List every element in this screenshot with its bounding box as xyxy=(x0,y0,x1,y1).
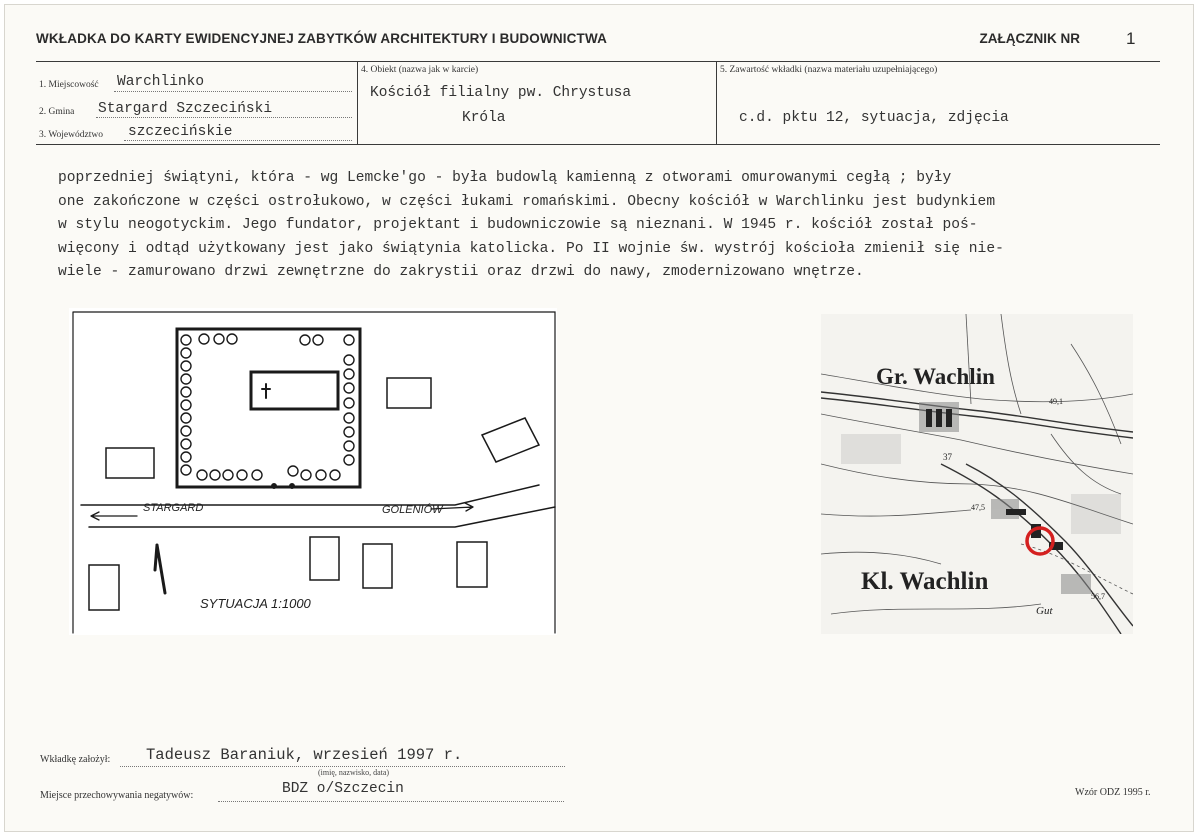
storage-value: BDZ o/Szczecin xyxy=(282,781,404,797)
historic-map xyxy=(821,314,1133,634)
attachment-label: ZAŁĄCZNIK NR xyxy=(979,31,1080,46)
storage-label: Miejsce przechowywania negatywów: xyxy=(40,790,194,801)
sketch-border xyxy=(73,312,555,633)
description-line: one zakończone w części ostrołukowo, w części łukami romańskimi. Obecny kościół w Warchlinku jest budynkiem xyxy=(58,193,996,210)
road-arrow-left xyxy=(91,512,137,520)
building xyxy=(310,537,339,580)
author-value: Tadeusz Baraniuk, wrzesień 1997 r. xyxy=(146,746,463,764)
form-divider-1 xyxy=(357,62,358,144)
form-top-border xyxy=(36,61,1160,62)
tree-row-left xyxy=(181,335,191,475)
sketch-caption: SYTUACJA 1:1000 xyxy=(200,596,311,611)
commune-value: Stargard Szczeciński xyxy=(98,101,273,117)
north-arrow-icon xyxy=(155,545,165,593)
voivodeship-dotline xyxy=(124,140,352,141)
description-text xyxy=(58,167,1158,285)
commune-dotline xyxy=(96,117,352,118)
description-line: poprzedniej świątyni, która - wg Lemcke'go - była budowlą kamienną z otworami omurowanymi cegłą ; były xyxy=(58,170,952,186)
building xyxy=(363,544,392,588)
object-value-line2: Króla xyxy=(462,110,506,126)
description-line: więcony i odtąd użytkowany jest jako świątynia katolicka. Po II wojnie św. wystrój kościoła zmienił się nie- xyxy=(58,240,1004,257)
map-elevation: 56,7 xyxy=(1091,592,1105,601)
map-elevation: 47,5 xyxy=(971,503,985,512)
historic-map-drawing xyxy=(821,314,1133,634)
cross-icon xyxy=(262,384,270,398)
site-plan-drawing xyxy=(69,308,557,635)
form-bottom-border xyxy=(36,144,1160,145)
author-dotline xyxy=(120,766,565,767)
commune-label: 2. Gmina xyxy=(39,107,75,117)
building xyxy=(482,418,539,462)
object-value-line1: Kościół filialny pw. Chrystusa xyxy=(370,85,632,101)
description-line: wiele - zamurowano drzwi zewnętrzne do zakrystii oraz drzwi do nawy, zmodernizowano wnętrze. xyxy=(58,264,864,281)
site-plan-sketch xyxy=(69,308,557,635)
contents-value: c.d. pktu 12, sytuacja, zdjęcia xyxy=(739,110,1009,126)
road-label-right: GOLENIÓW xyxy=(382,504,443,516)
place-label: 1. Miejscowość xyxy=(39,80,99,90)
author-hint: (imię, nazwisko, data) xyxy=(318,768,390,777)
object-label: 4. Obiekt (nazwa jak w karcie) xyxy=(361,65,479,75)
building xyxy=(457,542,487,587)
place-value: Warchlinko xyxy=(117,74,205,90)
building xyxy=(387,378,431,408)
map-elevation: 49,1 xyxy=(1049,397,1063,406)
author-label: Wkładkę założył: xyxy=(40,754,111,765)
contents-label: 5. Zawartość wkładki (nazwa materiału uzupełniającego) xyxy=(720,65,938,75)
map-number-37: 37 xyxy=(943,452,952,462)
building xyxy=(89,565,119,610)
tree-row-top xyxy=(199,334,323,345)
church-building xyxy=(251,372,338,409)
map-label-top: Gr. Wachlin xyxy=(876,364,995,389)
voivodeship-value: szczecińskie xyxy=(128,124,233,140)
storage-dotline xyxy=(218,801,564,802)
attachment-number: 1 xyxy=(1126,29,1136,48)
template-label: Wzór ODZ 1995 r. xyxy=(1075,787,1151,798)
tree-row-right xyxy=(344,335,354,465)
building xyxy=(106,448,154,478)
road-label-left: STARGARD xyxy=(143,502,204,514)
place-dotline xyxy=(114,91,352,92)
map-label-bottom: Kl. Wachlin xyxy=(861,568,989,595)
tree-row-bottom xyxy=(197,466,340,480)
map-label-gut: Gut xyxy=(1036,605,1053,617)
form-divider-2 xyxy=(716,62,717,144)
voivodeship-label: 3. Województwo xyxy=(39,130,103,140)
description-line: w stylu neogotyckim. Jego fundator, projektant i budowniczowie są nieznani. W 1945 r. kościół został poś- xyxy=(58,217,978,234)
card-title: WKŁADKA DO KARTY EWIDENCYJNEJ ZABYTKÓW ARCHITEKTURY I BUDOWNICTWA xyxy=(36,31,607,46)
